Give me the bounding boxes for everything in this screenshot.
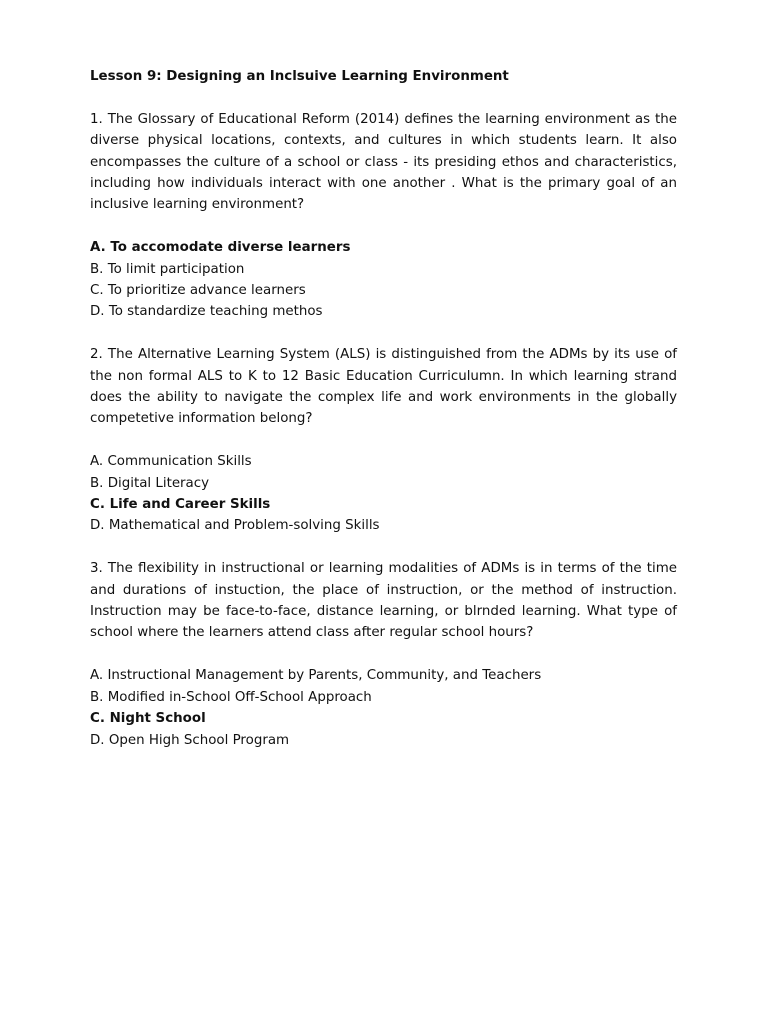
question-3-choice-a: A. Instructional Management by Parents, Community, and Teachers	[90, 668, 542, 684]
question-1-text: 1. The Glossary of Educational Reform (2014) defines the learning environment as the diverse physical locations, contexts, and cultures in which students learn. It also encompasses the culture of a school or class - its presiding ethos and characteristics, including how individuals interact with one another . What is the primary goal of an inclusive learning environment?	[90, 111, 677, 213]
question-1-choice-a: A. To accomodate diverse learners	[90, 240, 351, 256]
lesson-title: Lesson 9: Designing an Inclsuive Learning Environment	[90, 69, 509, 84]
question-1-choices	[90, 237, 677, 323]
question-1-choice-b: B. To limit participation	[90, 261, 245, 277]
question-2-text: 2. The Alternative Learning System (ALS) is distinguished from the ADMs by its use of the non formal ALS to K to 12 Basic Education Curriculumn. In which learning strand does the ability to navigate the complex life and work environments in the globally competetive information belong?	[90, 347, 677, 427]
question-2-choice-a: A. Communication Skills	[90, 454, 252, 470]
question-3-choices	[90, 665, 677, 751]
question-2-choice-b: B. Digital Literacy	[90, 475, 210, 491]
question-1-choice-c: C. To prioritize advance learners	[90, 283, 306, 299]
question-2-choice-d: D. Mathematical and Problem-solving Skills	[90, 518, 380, 534]
question-3-choice-c: C. Night School	[90, 711, 206, 727]
question-1-choice-d: D. To standardize teaching methos	[90, 304, 323, 320]
question-3-choice-d: D. Open High School Program	[90, 732, 290, 748]
question-2-choices	[90, 451, 677, 537]
question-2-choice-c: C. Life and Career Skills	[90, 497, 271, 513]
document-page	[90, 66, 677, 772]
question-3-choice-b: B. Modified in-School Off-School Approach	[90, 689, 372, 705]
question-3-text: 3. The flexibility in instructional or learning modalities of ADMs is in terms of the time and durations of instuction, the place of instruction, or the method of instruction. Instruction may be face-to-face, distance learning, or blrnded learning. What type of school where the learners attend class after regular school hours?	[90, 561, 677, 641]
